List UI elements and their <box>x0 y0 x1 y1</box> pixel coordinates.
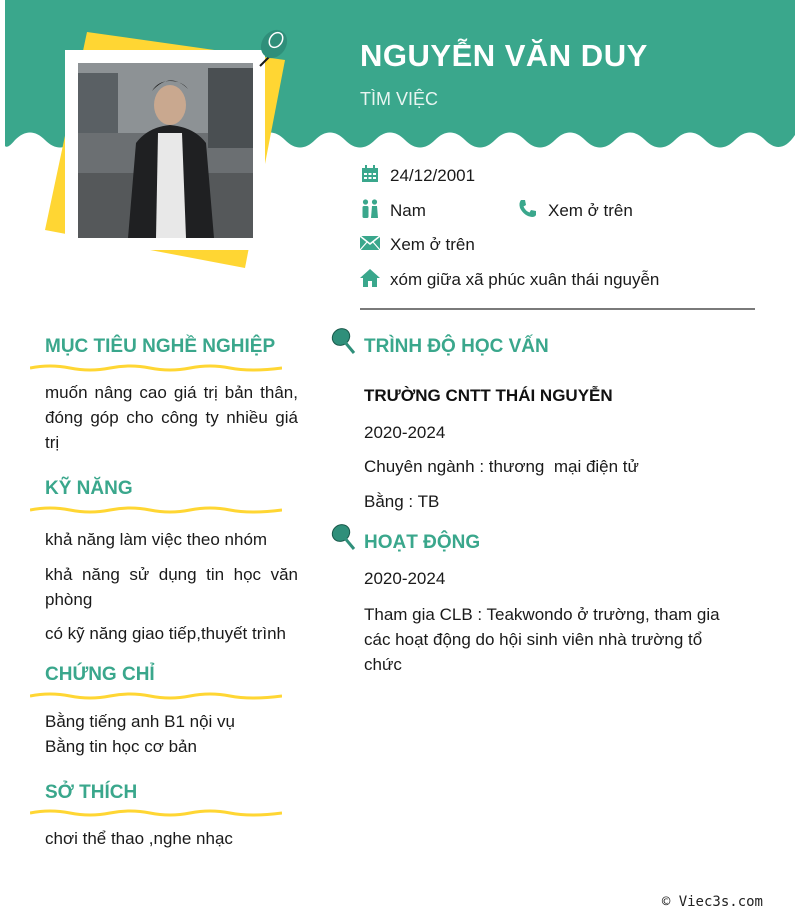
hobbies-text: chơi thể thao ,nghe nhạc <box>45 829 233 848</box>
certificates-title: CHỨNG CHỈ <box>45 664 155 685</box>
skill-item: khả năng làm việc theo nhóm <box>45 530 268 549</box>
skills-title: KỸ NĂNG <box>45 478 133 499</box>
hobbies-underline <box>30 808 282 818</box>
address: xóm giữa xã phúc xuân thái nguyễn <box>390 270 660 289</box>
birthday: 24/12/2001 <box>390 166 476 185</box>
contact-divider <box>360 308 755 310</box>
watermark: © Viec3s.com <box>661 894 763 910</box>
objective-title: MỤC TIÊU NGHỀ NGHIỆP <box>45 336 276 357</box>
calendar-icon <box>361 165 379 183</box>
skills-underline <box>30 505 282 515</box>
activities-title: HOẠT ĐỘNG <box>364 532 481 553</box>
gender-icon <box>361 199 379 219</box>
candidate-name: NGUYỄN VĂN DUY <box>360 38 648 73</box>
skill-item: có kỹ năng giao tiếp,thuyết trình <box>45 624 286 643</box>
activities-period: 2020-2024 <box>364 569 446 588</box>
education-period: 2020-2024 <box>364 423 446 442</box>
education-title: TRÌNH ĐỘ HỌC VẤN <box>364 336 549 357</box>
hobbies-title: SỞ THÍCH <box>45 782 138 803</box>
pin-icon <box>330 327 356 355</box>
pin-icon <box>330 523 356 551</box>
skill-item: khả năng sử dụng tin học văn phòng <box>45 565 298 609</box>
job-title: TÌM VIỆC <box>360 89 439 109</box>
objective-underline <box>30 363 282 373</box>
home-icon <box>360 269 380 287</box>
education-major: Chuyên ngành : thương mại điện tử <box>364 457 639 476</box>
gender: Nam <box>390 201 426 220</box>
school-name: TRƯỜNG CNTT THÁI NGUYỄN <box>364 386 613 405</box>
email: Xem ở trên <box>390 235 475 254</box>
phone-icon <box>518 199 537 218</box>
email-icon <box>360 236 380 250</box>
certificate-item: Bằng tin học cơ bản <box>45 737 197 756</box>
certificate-item: Bằng tiếng anh B1 nội vụ <box>45 712 235 731</box>
objective-text: muốn nâng cao giá trị bản thân, đóng góp cho công ty nhiều giá trị <box>45 383 298 452</box>
paperclip-icon <box>252 26 290 72</box>
education-degree: Bằng : TB <box>364 492 440 511</box>
certificates-underline <box>30 691 282 701</box>
activities-text: Tham gia CLB : Teakwondo ở trường, tham gia các hoạt động do hội sinh viên nhà trường tổ chức <box>364 605 720 674</box>
profile-photo <box>78 63 253 238</box>
phone: Xem ở trên <box>548 201 633 220</box>
